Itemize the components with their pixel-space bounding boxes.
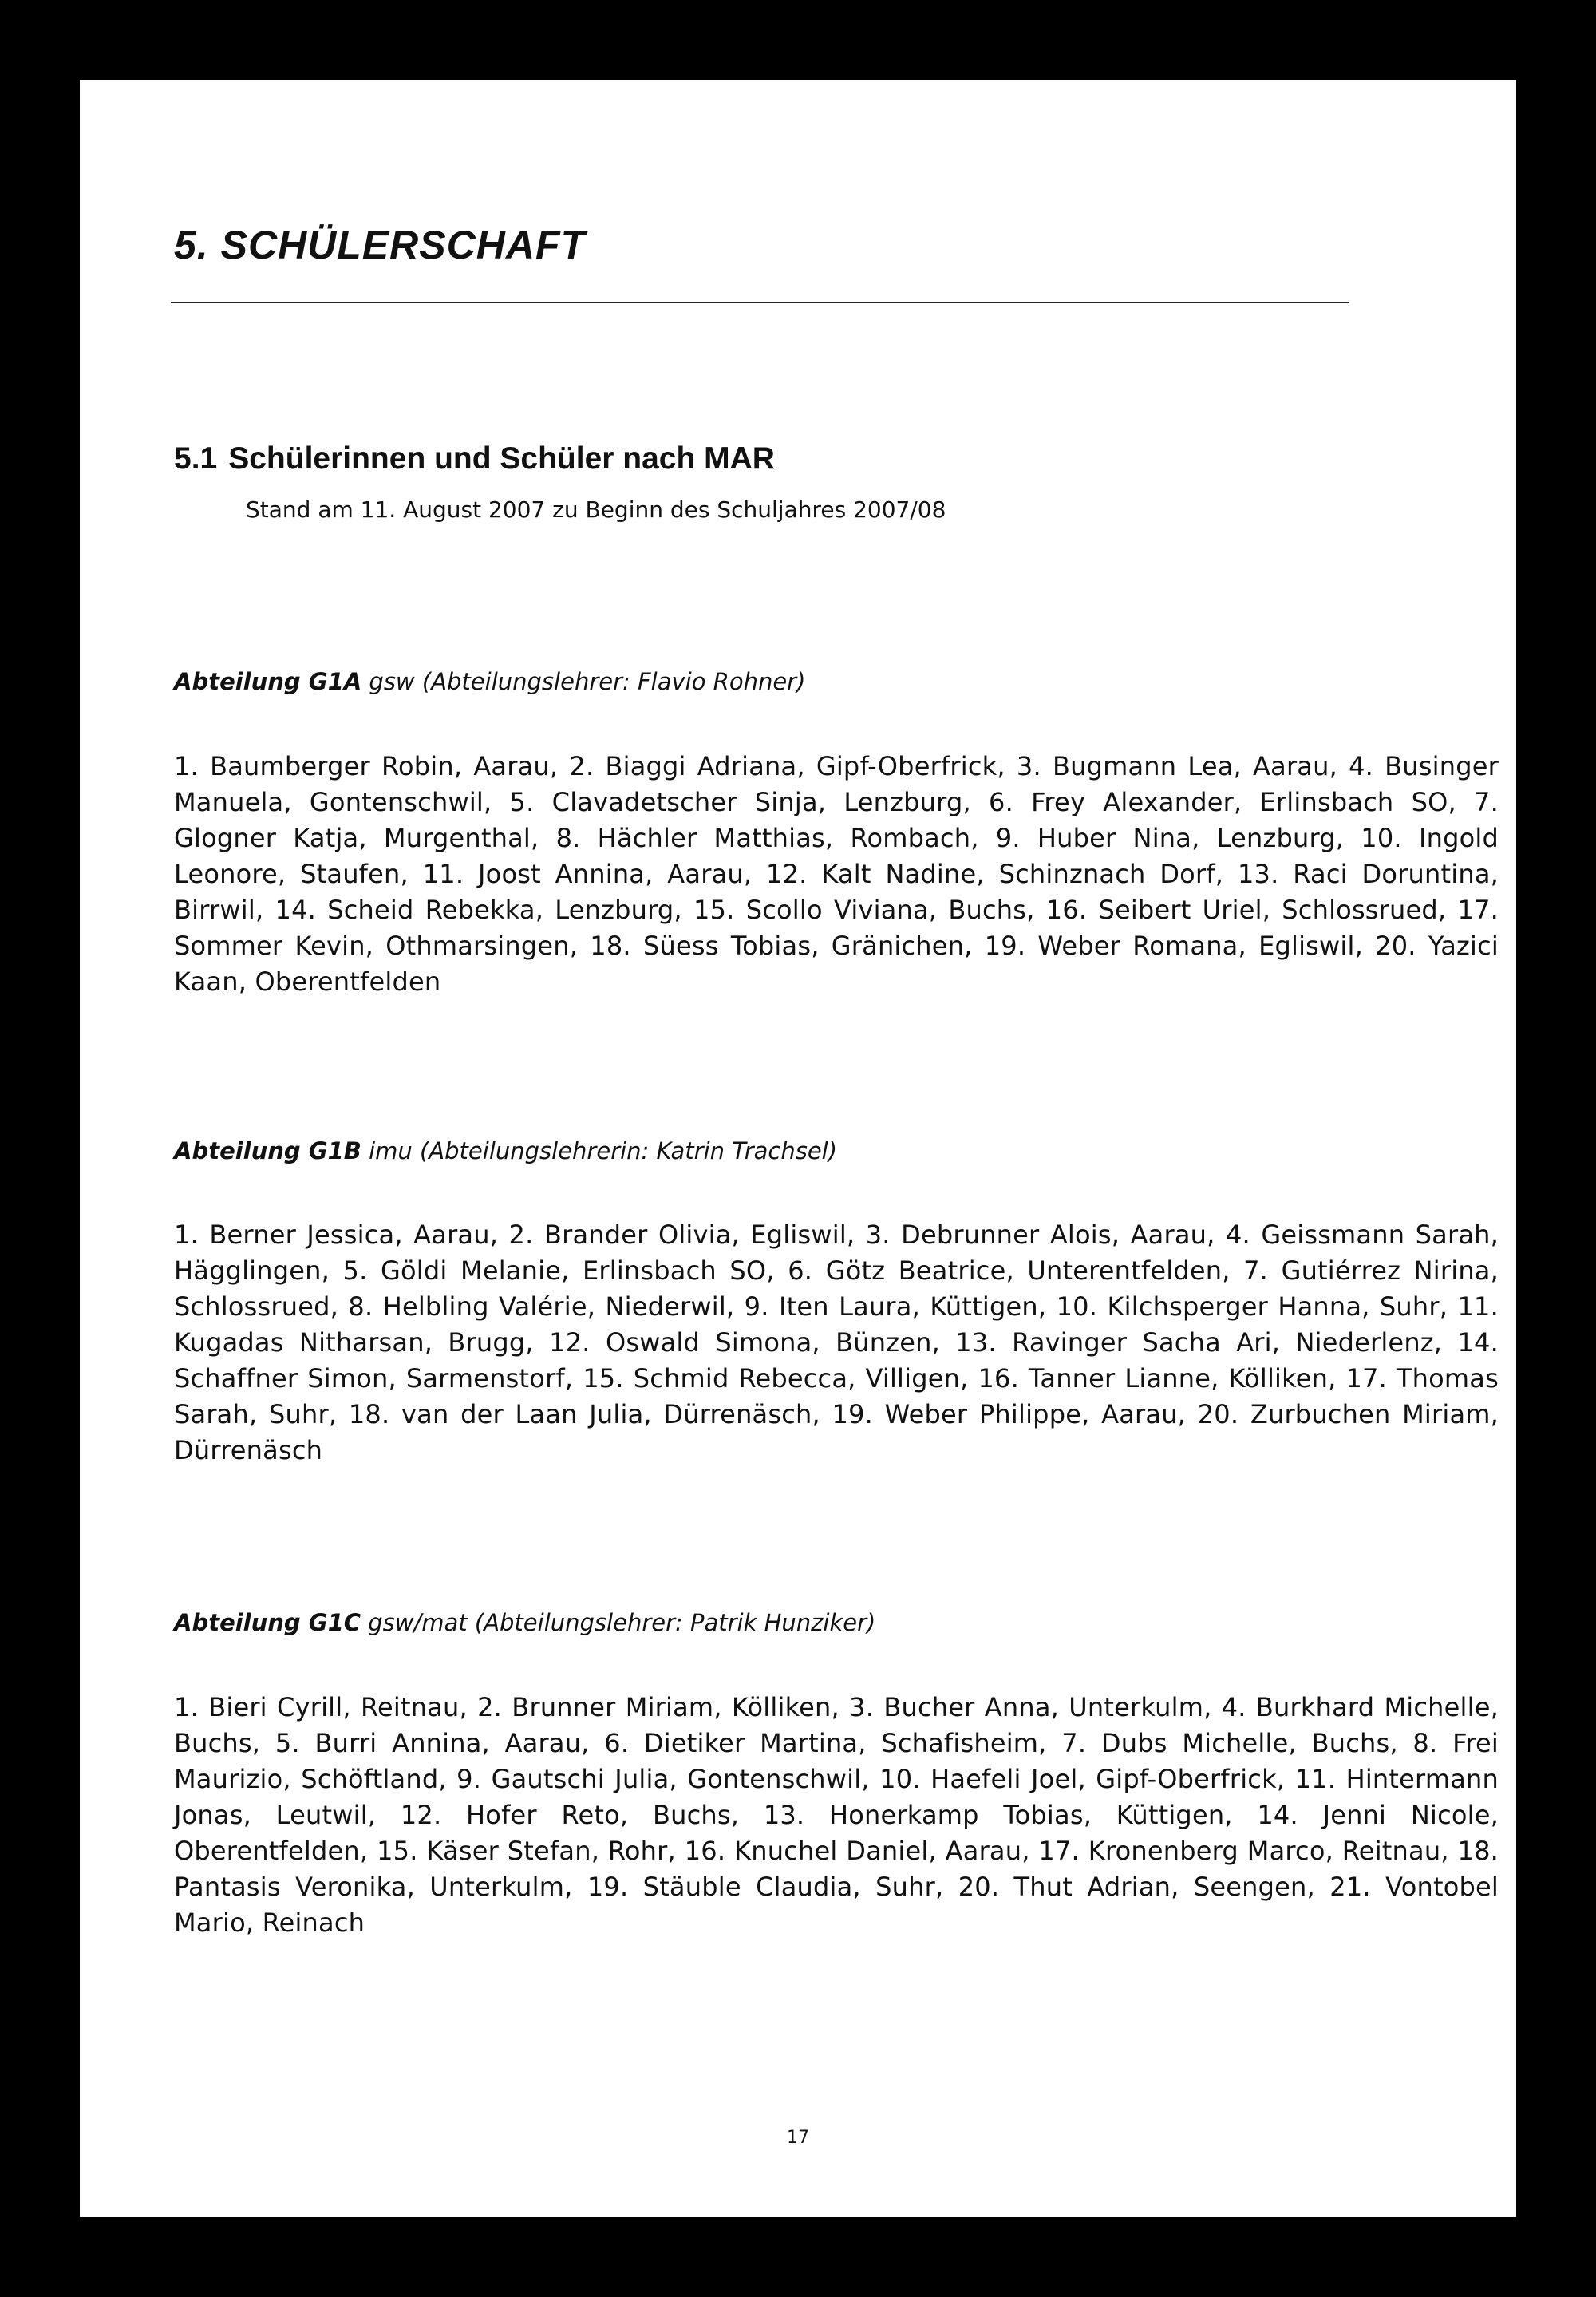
department-profile: gsw/mat <box>368 1609 468 1636</box>
student-list-g1c: 1. Bieri Cyrill, Reitnau, 2. Brunner Miriam, Kölliken, 3. Bucher Anna, Unterkulm, 4. Burkhard Michelle, Buchs, 5. Burri Annina, Aarau, 6. Dietiker Martina, Schafisheim, 7. Dubs Michelle, Buchs, 8. Frei Maurizio, Schöftland, 9. Gautschi Julia, Gontenschwil, 10. Haefeli Joel, Gipf-Oberfrick, 11. Hintermann Jonas, Leutwil, 12. Hofer Reto, Buchs, 13. Honerkamp Tobias, Küttigen, 14. Jenni Nicole, Oberentfelden, 15. Käser Stefan, Rohr, 16. Knuchel Daniel, Aarau, 17. Kronenberg Marco, Reitnau, 18. Pantasis Veronika, Unterkulm, 19. Stäuble Claudia, Suhr, 20. Thut Adrian, Seengen, 21. Vontobel Mario, Reinach <box>174 1692 1499 1938</box>
department-label: Abteilung G1A <box>174 668 362 695</box>
department-teacher: (Abteilungslehrer: Flavio Rohner ) <box>422 668 806 695</box>
section-stand-note: Stand am 11. August 2007 zu Beginn des Schuljahres 2007/08 <box>246 496 946 523</box>
section-title-text: Schülerinnen und Schüler nach MAR <box>228 441 775 476</box>
chapter-number: 5. <box>174 223 209 267</box>
department-label: Abteilung G1B <box>174 1137 361 1164</box>
department-heading-g1b <box>174 1137 837 1164</box>
department-label: Abteilung G1C <box>174 1609 361 1636</box>
department-profile: imu <box>369 1137 413 1164</box>
department-heading-g1a <box>174 668 805 695</box>
page-number: 17 <box>787 2128 809 2148</box>
department-teacher: (Abteilungslehrerin: Katrin Trachsel ) <box>420 1137 837 1164</box>
document-page <box>80 80 1516 2217</box>
department-heading-g1c <box>174 1609 875 1636</box>
chapter-title-text: SCHÜLERSCHAFT <box>220 223 587 267</box>
section-title <box>174 441 786 476</box>
department-profile: gsw <box>369 668 415 695</box>
student-list-g1b: 1. Berner Jessica, Aarau, 2. Brander Olivia, Egliswil, 3. Debrunner Alois, Aarau, 4. Geissmann Sarah, Hägglingen, 5. Göldi Melanie, Erlinsbach SO, 6. Götz Beatrice, Unterentfelden, 7. Gutiérrez Nirina, Schlossrued, 8. Helbling Valérie, Niederwil, 9. Iten Laura, Küttigen, 10. Kilchsperger Hanna, Suhr, 11. Kugadas Nitharsan, Brugg, 12. Oswald Simona, Bünzen, 13. Ravinger Sacha Ari, Niederlenz, 14. Schaffner Simon, Sarmenstorf, 15. Schmid Rebecca, Villigen, 16. Tanner Lianne, Kölliken, 17. Thomas Sarah, Suhr, 18. van der Laan Julia, Dürrenäsch, 19. Weber Philippe, Aarau, 20. Zurbuchen Miriam, Dürrenäsch <box>174 1220 1499 1465</box>
department-teacher: (Abteilungslehrer: Patrik Hunziker ) <box>475 1609 875 1636</box>
student-list-g1a: 1. Baumberger Robin, Aarau, 2. Biaggi Adriana, Gipf-Oberfrick, 3. Bugmann Lea, Aarau, 4. Businger Manuela, Gontenschwil, 5. Clavadetscher Sinja, Lenzburg, 6. Frey Alexander, Erlinsbach SO, 7. Glogner Katja, Murgenthal, 8. Hächler Matthias, Rombach, 9. Huber Nina, Lenzburg, 10. Ingold Leonore, Staufen, 11. Joost Annina, Aarau, 12. Kalt Nadine, Schinznach Dorf, 13. Raci Doruntina, Birrwil, 14. Scheid Rebekka, Lenzburg, 15. Scollo Viviana, Buchs, 16. Seibert Uriel, Schlossrued, 17. Sommer Kevin, Othmarsingen, 18. Süess Tobias, Gränichen, 19. Weber Romana, Egliswil, 20. Yazici Kaan, Oberentfelden <box>174 751 1499 997</box>
chapter-title <box>174 222 586 268</box>
chapter-divider <box>171 302 1349 303</box>
section-number: 5.1 <box>174 441 218 476</box>
